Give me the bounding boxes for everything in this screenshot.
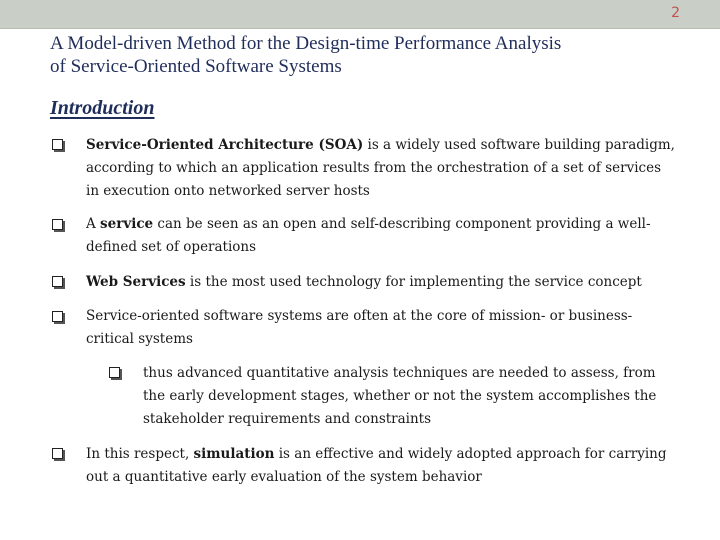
bold-term: Web Services	[86, 274, 186, 290]
slide-title-line-2: of Service-Oriented Software Systems	[50, 56, 342, 77]
text-line: stakeholder requirements and constraints	[143, 411, 432, 427]
bullet-text	[86, 213, 651, 259]
text-line: according to which an application results from the orchestration of a set of services	[86, 160, 661, 176]
text-line: critical systems	[86, 331, 193, 347]
text-line: Service-oriented software systems are often at the core of mission- or business-	[86, 308, 633, 324]
text-line: defined set of operations	[86, 239, 257, 255]
bullet-text	[143, 362, 656, 431]
bullet-text	[86, 305, 632, 351]
text-span: can be seen as an open and self-describing component providing a well-	[153, 216, 651, 232]
bold-term: simulation	[193, 446, 275, 462]
text-line: thus advanced quantitative analysis techniques are needed to assess, from	[143, 365, 656, 381]
section-heading: Introduction	[50, 97, 155, 119]
text-span: is a widely used software building paradigm,	[363, 137, 675, 153]
bold-term: Service-Oriented Architecture (SOA)	[86, 137, 364, 153]
square-bullet-icon	[109, 367, 120, 378]
square-bullet-icon	[52, 219, 63, 230]
bullet-text	[86, 134, 675, 203]
text-line: in execution onto networked server hosts	[86, 183, 370, 199]
slide-title	[50, 32, 660, 78]
square-bullet-icon	[52, 276, 63, 287]
square-bullet-icon	[52, 311, 63, 322]
square-bullet-icon	[52, 448, 63, 459]
bullet-text	[86, 271, 642, 294]
bold-term: service	[100, 216, 154, 232]
text-span: A	[86, 216, 101, 232]
text-line: out a quantitative early evaluation of the system behavior	[86, 469, 482, 485]
text-span: is an effective and widely adopted approach for carrying	[274, 446, 667, 462]
text-span: is the most used technology for implementing the service concept	[185, 274, 642, 290]
text-span: In this respect,	[86, 446, 194, 462]
text-line: the early development stages, whether or not the system accomplishes the	[143, 388, 657, 404]
slide-title-line-1: A Model-driven Method for the Design-time Performance Analysis	[50, 33, 562, 54]
bullet-text	[86, 443, 666, 489]
square-bullet-icon	[52, 139, 63, 150]
slide-header-bar	[0, 0, 720, 29]
slide-number: 2	[671, 5, 680, 21]
